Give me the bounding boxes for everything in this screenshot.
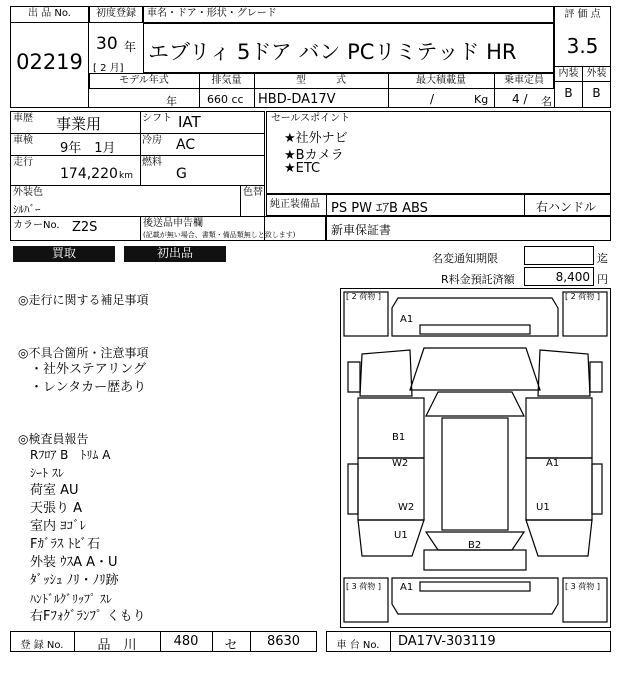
retrofit-label: 後送品申告欄 — [143, 218, 203, 229]
info-hline-2 — [10, 155, 265, 156]
damage-mark: A1 — [400, 582, 414, 593]
inspector-item: ｼｰﾄ ｽﾚ — [30, 466, 64, 480]
reg-kana: セ — [224, 638, 238, 653]
lot-number: 02219 — [16, 50, 83, 74]
inspector-item: ﾀﾞｯｼｭ ﾉﾘ・ﾉﾘ跡 — [30, 573, 119, 588]
name-change-label: 名変通知期限 — [432, 252, 498, 265]
inspector-item: Rﾌﾛｱ B ﾄﾘﾑ A — [30, 448, 111, 462]
car-damage-diagram — [340, 288, 611, 628]
shift-label: シフト — [142, 113, 172, 124]
type-label: 型 式 — [296, 75, 346, 86]
first-reg-year: 30 — [96, 34, 118, 54]
max-load-label: 最大積載量 — [416, 75, 466, 86]
displacement-label: 排気量 — [211, 75, 242, 86]
color-no-label: カラーNo. — [13, 220, 60, 231]
score-label: 評 価 点 — [564, 9, 601, 20]
equipment-label: 純正装備品 — [270, 199, 320, 210]
car-name-label: 車名・ドア・形状・グレード — [147, 8, 277, 19]
damage-mark: W2 — [392, 458, 409, 469]
front-door-right — [526, 398, 592, 458]
sales-point-item: ★ETC — [284, 161, 321, 176]
supplement-title: ◎走行に関する補足事項 — [18, 293, 149, 307]
warranty-value: 新車保証書 — [331, 223, 392, 237]
mileage-label: 走行 — [13, 157, 33, 168]
max-load-unit: Kg — [474, 93, 489, 106]
corner-label-tr: [ 2 荷物 ] — [565, 292, 600, 301]
exterior-color-value: ｼﾙﾊﾞｰ — [13, 203, 41, 216]
reg-label: 登 録 No. — [20, 640, 64, 651]
recycle-value: 8,400 — [555, 270, 590, 284]
mirror-right — [590, 362, 602, 392]
inspector-item: 右Fﾌｫｸﾞﾗﾝﾌﾟ くもり — [30, 609, 146, 624]
car-name: エブリィ 5ドア バン PCリミテッド HR — [148, 40, 517, 64]
inspector-title: ◎検査員報告 — [18, 432, 89, 446]
side-step-left — [348, 464, 358, 514]
damage-mark: U1 — [536, 502, 550, 513]
rear-quarter-left — [358, 520, 424, 556]
history-label: 車歴 — [13, 113, 33, 124]
grille — [420, 325, 530, 334]
first-reg-month: [ 2 月] — [93, 63, 124, 74]
damage-mark: W2 — [398, 502, 415, 513]
info-color-divider — [240, 185, 241, 216]
spec-divider-4 — [494, 73, 495, 108]
corner-label-tl: [ 2 荷物 ] — [346, 292, 381, 301]
rear-quarter-right — [526, 520, 592, 556]
interior-label: 内装 — [558, 68, 579, 79]
front-bumper — [392, 298, 558, 336]
ac-label: 冷房 — [142, 135, 162, 146]
equipment-value: PS PW ｴｱB ABS — [331, 201, 428, 216]
chassis-divider — [390, 631, 391, 652]
mileage-value: 174,220 — [60, 166, 118, 182]
exterior-label: 外装 — [586, 68, 607, 79]
capacity-unit: 名 — [541, 95, 552, 108]
inspector-item: 外装 ｳｽA A・U — [30, 555, 118, 570]
damage-mark: A1 — [400, 314, 414, 325]
interior-grade: B — [564, 86, 573, 100]
back-door — [424, 550, 526, 570]
reg-number: 8630 — [266, 634, 301, 649]
info-vdivider — [140, 111, 141, 185]
score-value: 3.5 — [566, 34, 599, 58]
inspector-item: 天張り A — [30, 501, 83, 516]
inspector-item: Fｶﾞﾗｽ ﾄﾋﾞ石 — [30, 537, 101, 552]
hood — [410, 348, 540, 390]
defect-item: ・社外ステアリング — [30, 362, 146, 377]
damage-mark: B1 — [392, 432, 406, 443]
fuel-value: G — [176, 166, 187, 182]
defects-title: ◎不具合箇所・注意事項 — [18, 346, 149, 360]
shift-value: IAT — [178, 113, 201, 131]
info-hline-1 — [10, 133, 265, 134]
sales-point-item: ★Bカメラ — [284, 148, 344, 163]
fuel-label: 燃料 — [142, 157, 162, 168]
reg-class: 480 — [173, 634, 199, 649]
corner-label-br: [ 3 荷物 ] — [565, 582, 600, 591]
equipment-divider-2 — [524, 194, 525, 216]
history-value: 事業用 — [56, 115, 102, 133]
sales-points-title: セールスポイント — [271, 113, 351, 124]
capacity-value: 4 / — [512, 92, 528, 106]
chassis-label: 車 台 No. — [336, 640, 380, 651]
chassis-number: DA17V-303119 — [398, 634, 496, 649]
first-reg-year-unit: 年 — [124, 40, 137, 54]
color-no-value: Z2S — [72, 220, 98, 235]
name-change-box — [524, 246, 594, 265]
lot-label: 出 品 No. — [28, 8, 71, 19]
exterior-grade: B — [592, 86, 601, 100]
first-listing-badge: 初出品 — [124, 246, 226, 262]
sales-point-item: ★社外ナビ — [284, 131, 348, 146]
info-hline-3 — [10, 185, 265, 186]
rear-plate-area — [420, 582, 530, 591]
model-year-label: モデル年式 — [119, 75, 169, 86]
damage-mark: B2 — [468, 540, 482, 551]
front-door-left — [358, 398, 424, 458]
exterior-color-label: 外装色 — [13, 187, 43, 198]
mileage-unit: km — [119, 171, 133, 181]
displacement-value: 660 cc — [207, 93, 244, 106]
steering-value: 右ハンドル — [536, 200, 597, 214]
capacity-label: 乗車定員 — [504, 75, 544, 86]
windshield — [426, 392, 524, 416]
recycle-suffix: 円 — [597, 273, 608, 286]
first-reg-label: 初度登録 — [96, 8, 136, 19]
retrofit-note: (記載が無い場合、書類・備品類無しと致します) — [143, 231, 296, 239]
inspector-item: 室内 ﾖｺﾞﾚ — [30, 519, 87, 534]
spec-divider-1 — [199, 73, 200, 108]
damage-mark: U1 — [394, 530, 408, 541]
type-code: HBD-DA17V — [258, 92, 336, 107]
damage-mark: A1 — [546, 458, 560, 469]
color-change-label: 色替 — [243, 187, 263, 198]
mirror-left — [348, 362, 360, 392]
inspector-item: 荷室 AU — [30, 483, 79, 498]
front-fender-left — [360, 350, 412, 396]
defect-item: ・レンタカー歴あり — [30, 380, 147, 395]
ac-value: AC — [176, 137, 196, 153]
corner-label-bl: [ 3 荷物 ] — [346, 582, 381, 591]
spec-divider-2 — [254, 73, 255, 108]
name-change-suffix: 迄 — [597, 252, 608, 265]
reg-area: 品 川 — [97, 638, 137, 653]
recycle-label: R料金預託済額 — [441, 273, 515, 286]
front-fender-right — [538, 350, 590, 396]
rear-bumper — [392, 578, 558, 614]
max-load-value: / — [430, 92, 435, 106]
roof — [442, 418, 508, 530]
inspection-value: 9年 1月 — [60, 141, 116, 156]
inspector-item: ﾊﾝﾄﾞﾙｸﾞﾘｯﾌﾟ ｽﾚ — [30, 592, 112, 606]
model-year-unit: 年 — [166, 95, 177, 108]
inspection-label: 車検 — [13, 135, 33, 146]
spec-divider-3 — [388, 73, 389, 108]
buy-badge: 買取 — [13, 246, 115, 262]
side-step-right — [592, 464, 602, 514]
